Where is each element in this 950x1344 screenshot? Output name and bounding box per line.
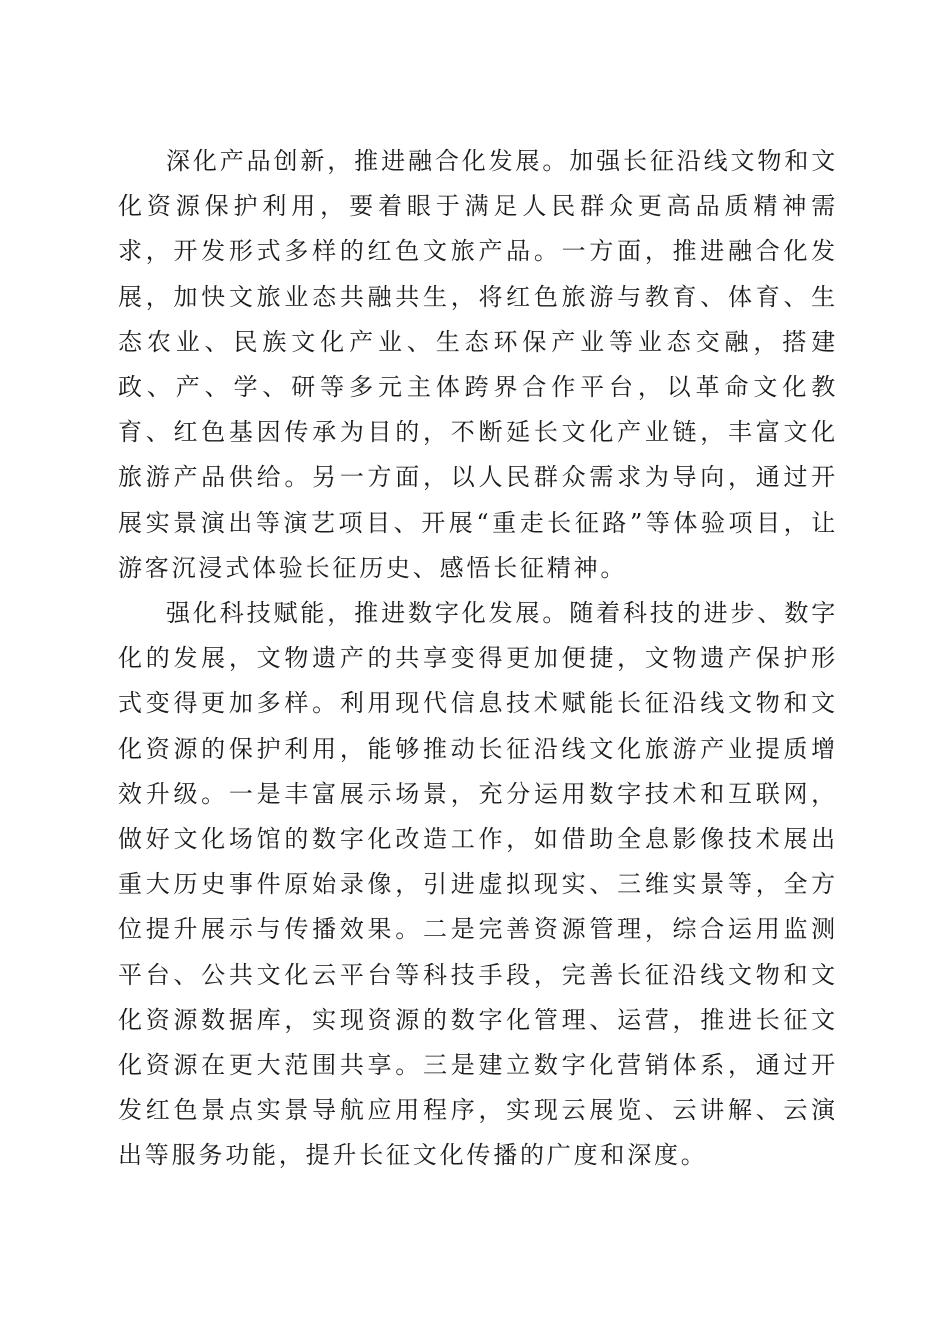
paragraph-digital-development: 强化科技赋能，推进数字化发展。随着科技的进步、数字化的发展，文物遗产的共享变得更加便捷，文物遗产保护形式变得更加多样。利用现代信息技术赋能长征沿线文物和文化资源的保护利用，能够推动长征沿线文化旅游产业提质增效升级。一是丰富展示场景，充分运用数字技术和互联网，做好文化场馆的数字化改造工作，如借助全息影像技术展出重大历史事件原始录像，引进虚拟现实、三维实景等，全方位提升展示与传播效果。二是完善资源管理，综合运用监测平台、公共文化云平台等科技手段，完善长征沿线文物和文化资源数据库，实现资源的数字化管理、运营，推进长征文化资源在更大范围共享。三是建立数字化营销体系，通过开发红色景点实景导航应用程序，实现云展览、云讲解、云演出等服务功能，提升长征文化传播的广度和深度。 xyxy=(118,599,838,1170)
document-body xyxy=(118,139,838,1179)
paragraph-product-innovation: 深化产品创新，推进融合化发展。加强长征沿线文物和文化资源保护利用，要着眼于满足人民群众更高品质精神需求，开发形式多样的红色文旅产品。一方面，推进融合化发展，加快文旅业态共融共生，将红色旅游与教育、体育、生态农业、民族文化产业、生态环保产业等业态交融，搭建政、产、学、研等多元主体跨界合作平台，以革命文化教育、红色基因传承为目的，不断延长文化产业链，丰富文化旅游产品供给。另一方面，以人民群众需求为导向，通过开展实景演出等演艺项目、开展“重走长征路”等体验项目，让游客沉浸式体验长征历史、感悟长征精神。 xyxy=(118,147,838,582)
